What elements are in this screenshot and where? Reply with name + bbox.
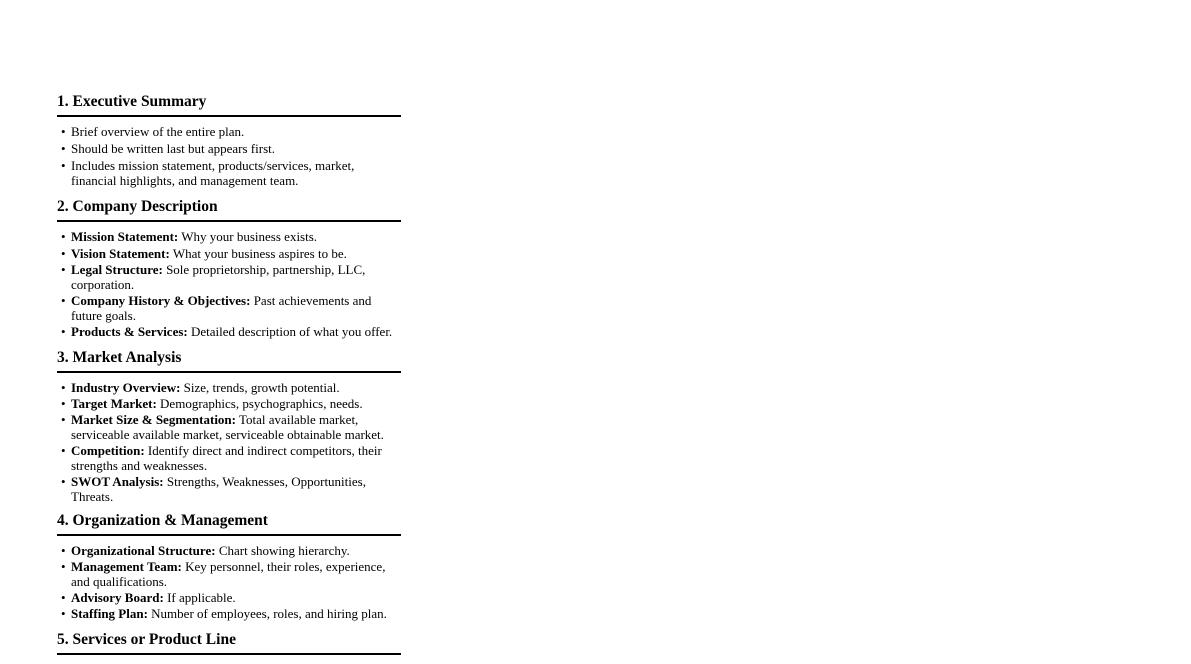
item-text: Detailed description of what you offer. bbox=[187, 324, 393, 339]
list-item bbox=[57, 247, 401, 262]
list-item bbox=[57, 606, 401, 621]
bullet-icon: • bbox=[61, 542, 66, 558]
list-item bbox=[57, 125, 401, 140]
section-services-product-line bbox=[57, 630, 401, 655]
list-item bbox=[57, 474, 401, 504]
item-term: Organizational Structure: bbox=[71, 542, 216, 558]
item-text: Sole proprietorship, partnership, LLC, corporation. bbox=[71, 262, 366, 292]
bullet-icon: • bbox=[61, 473, 66, 489]
list-item bbox=[57, 380, 401, 395]
list-item bbox=[57, 159, 401, 188]
bullet-icon: • bbox=[61, 141, 66, 156]
item-text: Past achievements and future goals. bbox=[71, 293, 372, 323]
item-text: Chart showing hierarchy. bbox=[215, 542, 350, 558]
list-item bbox=[57, 559, 401, 589]
bullet-icon: • bbox=[61, 411, 66, 427]
bullet-list bbox=[57, 536, 401, 621]
list-item bbox=[57, 142, 401, 157]
item-text: Includes mission statement, products/services, market, financial highlights, and management team. bbox=[71, 158, 355, 188]
list-item bbox=[57, 543, 401, 558]
bullet-icon: • bbox=[61, 324, 66, 339]
item-term: Advisory Board: bbox=[71, 589, 164, 605]
item-text: Size, trends, growth potential. bbox=[180, 379, 340, 395]
item-text: If applicable. bbox=[163, 589, 236, 605]
item-text: Why your business exists. bbox=[178, 229, 318, 244]
section-heading: 5. Services or Product Line bbox=[57, 630, 401, 655]
item-term: Industry Overview: bbox=[71, 379, 181, 395]
bullet-icon: • bbox=[61, 605, 66, 621]
bullet-list bbox=[57, 117, 401, 188]
item-term: Management Team: bbox=[71, 558, 182, 574]
bullet-icon: • bbox=[61, 395, 66, 411]
bullet-list bbox=[57, 373, 401, 504]
section-organization-management bbox=[57, 511, 401, 621]
list-item bbox=[57, 263, 401, 292]
bullet-icon: • bbox=[61, 379, 66, 395]
item-term: Company History & Objectives: bbox=[71, 293, 251, 308]
item-text: Key personnel, their roles, experience, and qualifications. bbox=[71, 558, 386, 589]
list-item bbox=[57, 412, 401, 442]
list-item bbox=[57, 396, 401, 411]
section-heading: 2. Company Description bbox=[57, 197, 401, 222]
document-body bbox=[57, 92, 401, 664]
section-heading: 1. Executive Summary bbox=[57, 92, 401, 117]
bullet-icon: • bbox=[61, 293, 66, 308]
item-term: Market Size & Segmentation: bbox=[71, 411, 236, 427]
item-text: Number of employees, roles, and hiring plan. bbox=[147, 605, 387, 621]
item-text: Total available market, serviceable available market, serviceable obtainable market. bbox=[71, 411, 384, 442]
list-item bbox=[57, 590, 401, 605]
item-text: Demographics, psychographics, needs. bbox=[156, 395, 363, 411]
list-item bbox=[57, 294, 401, 323]
section-heading: 3. Market Analysis bbox=[57, 348, 401, 373]
item-term: Vision Statement: bbox=[71, 245, 170, 261]
item-term: Legal Structure: bbox=[71, 262, 163, 277]
list-item bbox=[57, 230, 401, 245]
bullet-icon: • bbox=[61, 442, 66, 458]
item-text: Identify direct and indirect competitors, their strengths and weaknesses. bbox=[71, 442, 382, 473]
section-executive-summary bbox=[57, 92, 401, 188]
item-term: Products & Services: bbox=[71, 324, 188, 339]
bullet-icon: • bbox=[61, 245, 66, 261]
list-item bbox=[57, 325, 401, 340]
item-text: What your business aspires to be. bbox=[169, 245, 347, 261]
item-term: Target Market: bbox=[71, 395, 157, 411]
section-heading: 4. Organization & Management bbox=[57, 511, 401, 536]
bullet-icon: • bbox=[61, 124, 66, 139]
bullet-list bbox=[57, 222, 401, 340]
list-item bbox=[57, 443, 401, 473]
item-text: Strengths, Weaknesses, Opportunities, Threats. bbox=[71, 473, 366, 504]
bullet-icon: • bbox=[61, 558, 66, 574]
bullet-icon: • bbox=[61, 262, 66, 277]
bullet-icon: • bbox=[61, 589, 66, 605]
section-market-analysis bbox=[57, 348, 401, 504]
item-text: Brief overview of the entire plan. bbox=[71, 124, 245, 139]
bullet-icon: • bbox=[61, 229, 66, 244]
item-term: Mission Statement: bbox=[71, 229, 179, 244]
section-company-description bbox=[57, 197, 401, 340]
item-term: SWOT Analysis: bbox=[71, 473, 164, 489]
item-text: Should be written last but appears first. bbox=[71, 141, 275, 156]
bullet-icon: • bbox=[61, 158, 66, 173]
item-term: Competition: bbox=[71, 442, 145, 458]
item-term: Staffing Plan: bbox=[71, 605, 148, 621]
